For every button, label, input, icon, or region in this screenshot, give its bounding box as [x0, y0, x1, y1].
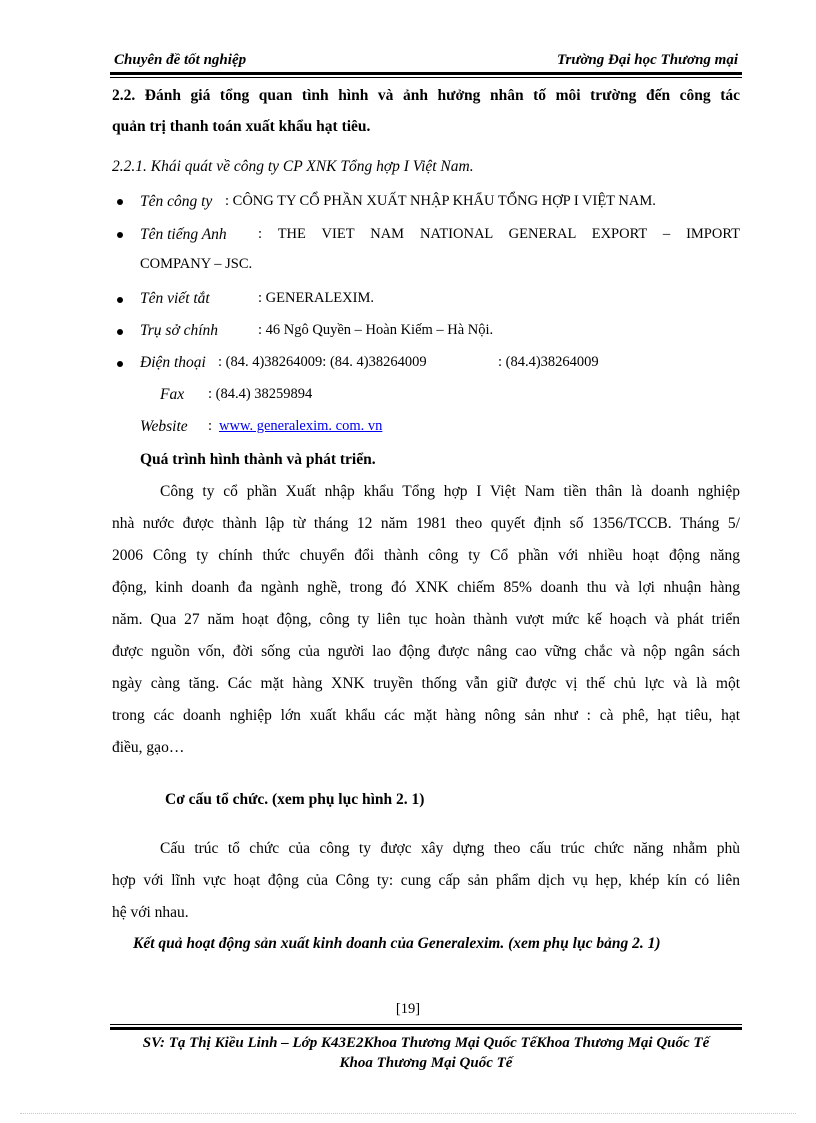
history-last-line: điều, gạo… [112, 739, 185, 756]
footer-line2: Khoa Thương Mại Quốc Tế [339, 1055, 513, 1071]
footer-rule-thick [110, 1027, 742, 1030]
section-heading-line2: quản trị thanh toán xuất khẩu hạt tiêu. [112, 118, 371, 135]
history-heading: Quá trình hình thành và phát triển. [140, 451, 376, 468]
english-name-label: Tên tiếng Anh [140, 226, 227, 243]
abbr-value: : GENERALEXIM. [258, 290, 374, 306]
history-line: ngày càng tăng. Các mặt hàng XNK truyền thống vẫn giữ được vị thế chủ lực và là một [112, 675, 740, 692]
header-right: Trường Đại học Thương mại [556, 52, 738, 68]
company-name-value: : CÔNG TY CỔ PHẦN XUẤT NHẬP KHẨU TỔNG HỢP I VIỆT NAM. [225, 193, 656, 209]
page-edge-divider [20, 1113, 796, 1114]
history-line: trong các doanh nghiệp lớn xuất khẩu các mặt hàng nông sản như : cà phê, hạt tiêu, hạt [112, 707, 740, 724]
abbr-label: Tên viết tắt [140, 290, 210, 307]
website-label: Website [140, 418, 188, 435]
header-left: Chuyên đề tốt nghiệp [114, 52, 247, 68]
history-line: 2006 Công ty chính thức chuyển đổi thành công ty Cổ phần với nhiều hoạt động năng [112, 547, 740, 564]
bullet-icon [117, 199, 123, 205]
phone-label: Điện thoại [140, 354, 206, 371]
bullet-icon [117, 329, 123, 335]
company-name-label: Tên công ty [140, 193, 213, 210]
section-heading-line1: 2.2. Đánh giá tổng quan tình hình và ảnh hưởng nhân tố môi trường đến công tác [112, 87, 740, 104]
structure-line: hợp với lĩnh vực hoạt động của Công ty: cung cấp sản phẩm dịch vụ hẹp, khép kín có liên [112, 872, 740, 889]
english-name-value-line2: COMPANY – JSC. [140, 256, 253, 272]
phone-value-extra: : (84.4)38264009 [498, 354, 599, 370]
bullet-icon [117, 297, 123, 303]
bullet-icon [117, 232, 123, 238]
history-line: được nguồn vốn, đời sống của người lao động được nâng cao vững chắc và nộp ngân sách [112, 643, 740, 660]
footer-line1: SV: Tạ Thị Kiều Linh – Lớp K43E2Khoa Thương Mại Quốc TếKhoa Thương Mại Quốc Tế [142, 1035, 710, 1051]
hq-label: Trụ sở chính [140, 322, 219, 339]
website-link[interactable]: www. generalexim. com. vn [219, 418, 383, 434]
header-rule-thick [110, 72, 742, 75]
history-line: động, kinh doanh đa ngành nghề, trong đó XNK chiếm 85% doanh thu và lợi nhuận hàng [112, 579, 740, 596]
page-number: [19] [395, 1001, 421, 1017]
history-line: Công ty cổ phần Xuất nhập khẩu Tổng hợp I Việt Nam tiền thân là doanh nghiệp [160, 483, 740, 500]
fax-value: : (84.4) 38259894 [208, 386, 313, 402]
structure-last-line: hệ với nhau. [112, 904, 189, 921]
hq-value: : 46 Ngô Quyền – Hoàn Kiếm – Hà Nội. [258, 322, 494, 338]
fax-label: Fax [160, 386, 185, 403]
structure-heading: Cơ cấu tổ chức. (xem phụ lục hình 2. 1) [165, 791, 425, 808]
footer-rule-thin [110, 1024, 742, 1025]
phone-value: : (84. 4)38264009: (84. 4)38264009 [218, 354, 427, 370]
english-name-value-line1: : THE VIET NAM NATIONAL GENERAL EXPORT – IMPORT [258, 226, 740, 242]
history-line: nhà nước được thành lập từ tháng 12 năm 1981 theo quyết định số 1356/TCCB. Tháng 5/ [112, 515, 740, 532]
history-line: năm. Qua 27 năm hoạt động, công ty liên tục hoàn thành vượt mức kế hoạch và phát triển [112, 611, 740, 628]
website-separator: : [208, 418, 213, 434]
subsection-heading: 2.2.1. Khái quát về công ty CP XNK Tổng hợp I Việt Nam. [112, 158, 474, 175]
results-heading: Kết quả hoạt động sản xuất kinh doanh của Generalexim. (xem phụ lục bảng 2. 1) [133, 935, 661, 952]
header-rule-thin [110, 77, 742, 78]
structure-line: Cấu trúc tổ chức của công ty được xây dựng theo cấu trúc chức năng nhằm phù [160, 840, 740, 857]
bullet-icon [117, 361, 123, 367]
